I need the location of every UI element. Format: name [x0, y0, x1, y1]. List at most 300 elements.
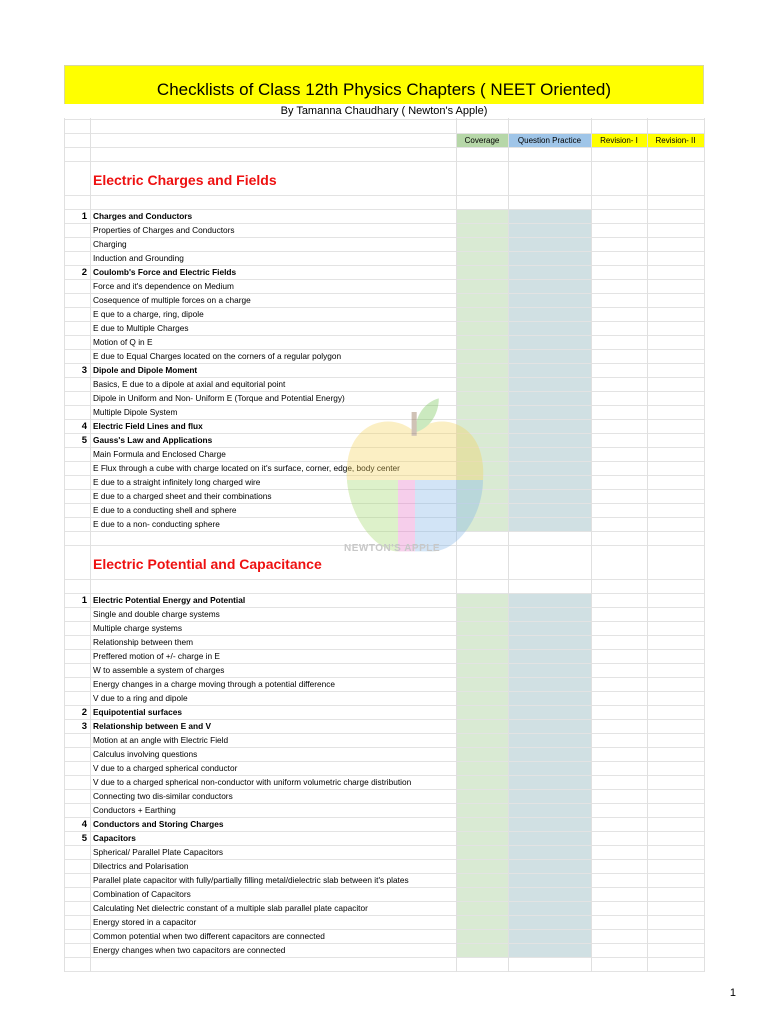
question-practice-cell [508, 888, 591, 901]
chapter-title: Electric Charges and Fields [93, 172, 277, 188]
subtitle: By Tamanna Chaudhary ( Newton's Apple) [64, 104, 704, 120]
subtopic-row [64, 476, 704, 490]
revision1-cell [591, 804, 647, 817]
coverage-cell [456, 930, 508, 943]
revision2-cell [647, 350, 704, 363]
coverage-cell [456, 162, 508, 195]
revision1-cell [591, 406, 647, 419]
revision2-cell [647, 420, 704, 433]
coverage-cell [456, 546, 508, 579]
revision2-cell [647, 434, 704, 447]
coverage-cell [456, 210, 508, 223]
revision1-cell [591, 692, 647, 705]
question-practice-cell [508, 944, 591, 957]
coverage-cell [456, 608, 508, 621]
subtopic-row [64, 336, 704, 350]
revision1-cell [591, 504, 647, 517]
coverage-header: Coverage [456, 134, 508, 147]
topic-number: 4 [81, 421, 87, 432]
question-practice-cell [508, 818, 591, 831]
revision1-cell [591, 678, 647, 691]
revision1-cell [591, 930, 647, 943]
revision1-cell [591, 280, 647, 293]
question-practice-cell [508, 420, 591, 433]
grid-line [508, 118, 509, 972]
subtopic-name: Charging [93, 239, 127, 249]
subtopic-row [64, 944, 704, 958]
subtopic-row [64, 406, 704, 420]
revision2-cell [647, 210, 704, 223]
revision1-cell [591, 944, 647, 957]
revision1-cell [591, 594, 647, 607]
subtopic-name: V due to a charged spherical non-conductor with uniform volumetric charge distribution [93, 777, 412, 787]
subtopic-name: Dipole in Uniform and Non- Uniform E (Torque and Potential Energy) [93, 393, 345, 403]
subtopic-name: Single and double charge systems [93, 609, 220, 619]
topic-row [64, 594, 704, 608]
page-title: Checklists of Class 12th Physics Chapters ( NEET Oriented) [156, 80, 612, 99]
question-practice-cell [508, 238, 591, 251]
question-practice-cell [508, 406, 591, 419]
subtopic-row [64, 378, 704, 392]
blank-row [64, 958, 704, 972]
topic-number: 5 [81, 833, 87, 844]
subtopic-name: E due to a charged sheet and their combinations [93, 491, 272, 501]
revision1-cell [591, 636, 647, 649]
coverage-cell [456, 734, 508, 747]
revision2-cell [647, 378, 704, 391]
coverage-cell [456, 308, 508, 321]
subtopic-row [64, 916, 704, 930]
subtopic-row [64, 462, 704, 476]
revision1-cell [591, 888, 647, 901]
subtopic-name: Energy stored in a capacitor [93, 917, 197, 927]
subtopic-row [64, 448, 704, 462]
subtopic-name: Calculus involving questions [93, 749, 198, 759]
question-practice-cell [508, 392, 591, 405]
subtopic-row [64, 762, 704, 776]
subtopic-name: V due to a charged spherical conductor [93, 763, 238, 773]
subtopic-row [64, 322, 704, 336]
coverage-cell [456, 462, 508, 475]
topic-row [64, 434, 704, 448]
revision2-cell [647, 224, 704, 237]
grid-line [456, 118, 457, 972]
revision2-cell [647, 504, 704, 517]
question-practice-cell [508, 210, 591, 223]
revision1-cell [591, 706, 647, 719]
topic-name: Relationship between E and V [93, 721, 212, 731]
subtopic-row [64, 392, 704, 406]
subtopic-name: E due to a straight infinitely long charged wire [93, 477, 261, 487]
question-practice-cell [508, 650, 591, 663]
subtopic-name: Cosequence of multiple forces on a charge [93, 295, 251, 305]
question-practice-cell [508, 518, 591, 531]
subtopic-row [64, 350, 704, 364]
revision2-cell [647, 266, 704, 279]
question-practice-cell [508, 846, 591, 859]
coverage-cell [456, 238, 508, 251]
chapter-title: Electric Potential and Capacitance [93, 556, 322, 572]
question-practice-cell [508, 490, 591, 503]
revision1-cell [591, 902, 647, 915]
subtopic-name: Main Formula and Enclosed Charge [93, 449, 226, 459]
revision2-cell [647, 294, 704, 307]
question-practice-cell [508, 224, 591, 237]
topic-number: 3 [81, 721, 87, 732]
coverage-cell [456, 266, 508, 279]
revision1-cell [591, 162, 647, 195]
subtopic-name: Calculating Net dielectric constant of a multiple slab parallel plate capacitor [93, 903, 368, 913]
revision2-cell [647, 720, 704, 733]
revision2-cell [647, 706, 704, 719]
coverage-cell [456, 378, 508, 391]
revision1-cell [591, 490, 647, 503]
revision1-cell [591, 860, 647, 873]
revision1-cell [591, 350, 647, 363]
question-practice-cell [508, 434, 591, 447]
subtopic-row [64, 790, 704, 804]
question-practice-cell [508, 462, 591, 475]
question-practice-cell [508, 476, 591, 489]
coverage-cell [456, 818, 508, 831]
grid-line [647, 118, 648, 972]
subtopic-row [64, 902, 704, 916]
coverage-cell [456, 874, 508, 887]
coverage-cell [456, 322, 508, 335]
subtopic-row [64, 804, 704, 818]
subtopic-row [64, 224, 704, 238]
revision2-cell [647, 238, 704, 251]
subtopic-name: E due to a non- conducting sphere [93, 519, 220, 529]
coverage-cell [456, 434, 508, 447]
topic-row [64, 266, 704, 280]
checklist-rows [64, 148, 704, 972]
coverage-cell [456, 504, 508, 517]
question-practice-cell [508, 378, 591, 391]
subtopic-name: Relationship between them [93, 637, 194, 647]
subtopic-name: W to assemble a system of charges [93, 665, 225, 675]
revision1-cell [591, 916, 647, 929]
subtopic-name: Dilectrics and Polarisation [93, 861, 189, 871]
revision1-cell [591, 664, 647, 677]
revision2-cell [647, 322, 704, 335]
topic-row [64, 210, 704, 224]
revision2-cell [647, 476, 704, 489]
revision1-cell [591, 650, 647, 663]
subtopic-row [64, 860, 704, 874]
revision1-cell [591, 776, 647, 789]
question-practice-cell [508, 720, 591, 733]
subtopic-name: Preffered motion of +/- charge in E [93, 651, 220, 661]
topic-number: 2 [81, 267, 87, 278]
subtopic-row [64, 490, 704, 504]
coverage-cell [456, 860, 508, 873]
question-practice-cell [508, 350, 591, 363]
question-practice-cell [508, 916, 591, 929]
topic-name: Coulomb's Force and Electric Fields [93, 267, 237, 277]
coverage-cell [456, 846, 508, 859]
question-practice-cell [508, 636, 591, 649]
coverage-cell [456, 692, 508, 705]
revision2-cell [647, 846, 704, 859]
revision1-cell [591, 622, 647, 635]
question-practice-cell [508, 762, 591, 775]
revision2-cell [647, 622, 704, 635]
question-practice-cell [508, 322, 591, 335]
revision1-cell [591, 832, 647, 845]
question-practice-cell [508, 706, 591, 719]
revision2-cell [647, 518, 704, 531]
revision1-cell [591, 378, 647, 391]
coverage-cell [456, 406, 508, 419]
topic-number: 2 [81, 707, 87, 718]
topic-row [64, 832, 704, 846]
subtopic-row [64, 930, 704, 944]
coverage-cell [456, 678, 508, 691]
revision1-cell [591, 462, 647, 475]
revision1-cell [591, 518, 647, 531]
topic-name: Gauss's Law and Applications [93, 435, 213, 445]
question-practice-cell [508, 364, 591, 377]
question-practice-cell [508, 902, 591, 915]
coverage-cell [456, 650, 508, 663]
coverage-cell [456, 350, 508, 363]
subtopic-name: Combination of Capacitors [93, 889, 191, 899]
topic-name: Electric Field Lines and flux [93, 421, 203, 431]
coverage-cell [456, 762, 508, 775]
revision2-cell [647, 448, 704, 461]
revision2-cell [647, 692, 704, 705]
grid-line [591, 118, 592, 972]
topic-number: 1 [81, 211, 87, 222]
revision1-cell [591, 608, 647, 621]
revision2-cell [647, 594, 704, 607]
topic-row [64, 818, 704, 832]
question-practice-cell [508, 790, 591, 803]
revision1-cell [591, 476, 647, 489]
revision1-cell [591, 266, 647, 279]
revision1-cell [591, 546, 647, 579]
revision1-cell [591, 818, 647, 831]
revision2-cell [647, 776, 704, 789]
revision2-cell [647, 734, 704, 747]
coverage-cell [456, 636, 508, 649]
revision2-header: Revision- II [647, 134, 704, 147]
revision2-cell [647, 650, 704, 663]
revision1-cell [591, 734, 647, 747]
topic-name: Dipole and Dipole Moment [93, 365, 198, 375]
question-practice-cell [508, 874, 591, 887]
question-practice-cell [508, 734, 591, 747]
question-practice-header: Question Practice [508, 134, 591, 147]
coverage-cell [456, 594, 508, 607]
subtopic-name: Force and it's dependence on Medium [93, 281, 234, 291]
grid-line [64, 118, 65, 972]
question-practice-cell [508, 664, 591, 677]
revision2-cell [647, 874, 704, 887]
coverage-cell [456, 916, 508, 929]
revision2-cell [647, 608, 704, 621]
revision2-cell [647, 162, 704, 195]
coverage-cell [456, 476, 508, 489]
revision1-cell [591, 392, 647, 405]
subtopic-row [64, 238, 704, 252]
coverage-cell [456, 888, 508, 901]
question-practice-cell [508, 678, 591, 691]
question-practice-cell [508, 608, 591, 621]
revision2-cell [647, 804, 704, 817]
revision1-cell [591, 448, 647, 461]
subtopic-row [64, 888, 704, 902]
coverage-cell [456, 252, 508, 265]
revision1-cell [591, 252, 647, 265]
subtopic-row [64, 280, 704, 294]
subtopic-row [64, 650, 704, 664]
revision2-cell [647, 546, 704, 579]
coverage-cell [456, 902, 508, 915]
subtopic-row [64, 678, 704, 692]
question-practice-cell [508, 336, 591, 349]
topic-name: Equipotential surfaces [93, 707, 182, 717]
column-header-row [64, 134, 704, 148]
coverage-cell [456, 706, 508, 719]
subtopic-row [64, 636, 704, 650]
revision2-cell [647, 930, 704, 943]
revision2-cell [647, 748, 704, 761]
subtopic-row [64, 294, 704, 308]
revision1-cell [591, 308, 647, 321]
revision2-cell [647, 490, 704, 503]
coverage-cell [456, 790, 508, 803]
revision2-cell [647, 392, 704, 405]
coverage-cell [456, 392, 508, 405]
revision1-cell [591, 294, 647, 307]
coverage-cell [456, 748, 508, 761]
subtopic-name: E que to a charge, ring, dipole [93, 309, 204, 319]
blank-row [64, 196, 704, 210]
question-practice-cell [508, 832, 591, 845]
subtopic-name: Multiple charge systems [93, 623, 182, 633]
topic-name: Conductors and Storing Charges [93, 819, 224, 829]
revision1-cell [591, 420, 647, 433]
revision2-cell [647, 664, 704, 677]
subtopic-row [64, 252, 704, 266]
revision2-cell [647, 888, 704, 901]
subtopic-row [64, 504, 704, 518]
revision1-cell [591, 762, 647, 775]
subtopic-name: Spherical/ Parallel Plate Capacitors [93, 847, 224, 857]
grid-line [90, 118, 91, 972]
coverage-cell [456, 224, 508, 237]
subtopic-name: Properties of Charges and Conductors [93, 225, 235, 235]
revision1-cell [591, 846, 647, 859]
coverage-cell [456, 336, 508, 349]
revision1-cell [591, 790, 647, 803]
subtopic-row [64, 734, 704, 748]
topic-number: 5 [81, 435, 87, 446]
question-practice-cell [508, 594, 591, 607]
coverage-cell [456, 776, 508, 789]
subtopic-name: E due to Equal Charges located on the corners of a regular polygon [93, 351, 342, 361]
subtopic-row [64, 308, 704, 322]
title-banner [64, 65, 704, 104]
subtopic-row [64, 664, 704, 678]
coverage-cell [456, 622, 508, 635]
page-number: 1 [729, 987, 736, 999]
subtopic-name: Induction and Grounding [93, 253, 184, 263]
subtopic-name: Common potential when two different capacitors are connected [93, 931, 325, 941]
subtopic-name: Connecting two dis-similar conductors [93, 791, 233, 801]
topic-name: Capacitors [93, 833, 136, 843]
topic-name: Charges and Conductors [93, 211, 193, 221]
grid-line [704, 118, 705, 972]
watermark-text: NEWTON'S APPLE [344, 543, 441, 554]
question-practice-cell [508, 804, 591, 817]
revision2-cell [647, 902, 704, 915]
revision2-cell [647, 636, 704, 649]
subtopic-row [64, 622, 704, 636]
topic-row [64, 720, 704, 734]
subtopic-name: Multiple Dipole System [93, 407, 178, 417]
coverage-cell [456, 664, 508, 677]
question-practice-cell [508, 280, 591, 293]
coverage-cell [456, 720, 508, 733]
topic-row [64, 706, 704, 720]
revision2-cell [647, 252, 704, 265]
question-practice-cell [508, 930, 591, 943]
question-practice-cell [508, 504, 591, 517]
revision1-header: Revision- I [591, 134, 647, 147]
question-practice-cell [508, 266, 591, 279]
subtopic-row [64, 692, 704, 706]
revision1-cell [591, 210, 647, 223]
subtopic-name: Parallel plate capacitor with fully/partially filling metal/dielectric slab between it's plates [93, 875, 409, 885]
coverage-cell [456, 364, 508, 377]
question-practice-cell [508, 252, 591, 265]
subtopic-row [64, 518, 704, 532]
revision2-cell [647, 678, 704, 691]
coverage-cell [456, 518, 508, 531]
revision2-cell [647, 280, 704, 293]
topic-number: 1 [81, 595, 87, 606]
revision2-cell [647, 462, 704, 475]
revision1-cell [591, 434, 647, 447]
revision2-cell [647, 916, 704, 929]
subtopic-name: Motion of Q in E [93, 337, 153, 347]
question-practice-cell [508, 448, 591, 461]
revision1-cell [591, 224, 647, 237]
topic-row [64, 420, 704, 434]
blank-row [64, 148, 704, 162]
subtopic-name: Motion at an angle with Electric Field [93, 735, 229, 745]
revision1-cell [591, 748, 647, 761]
coverage-cell [456, 832, 508, 845]
question-practice-cell [508, 162, 591, 195]
blank-row [64, 580, 704, 594]
subtopic-row [64, 846, 704, 860]
revision2-cell [647, 336, 704, 349]
subtopic-name: E due to a conducting shell and sphere [93, 505, 237, 515]
subtopic-row [64, 776, 704, 790]
revision2-cell [647, 762, 704, 775]
checklist-sheet [64, 65, 704, 972]
revision2-cell [647, 364, 704, 377]
topic-row [64, 364, 704, 378]
revision1-cell [591, 720, 647, 733]
coverage-cell [456, 294, 508, 307]
revision2-cell [647, 944, 704, 957]
revision1-cell [591, 322, 647, 335]
